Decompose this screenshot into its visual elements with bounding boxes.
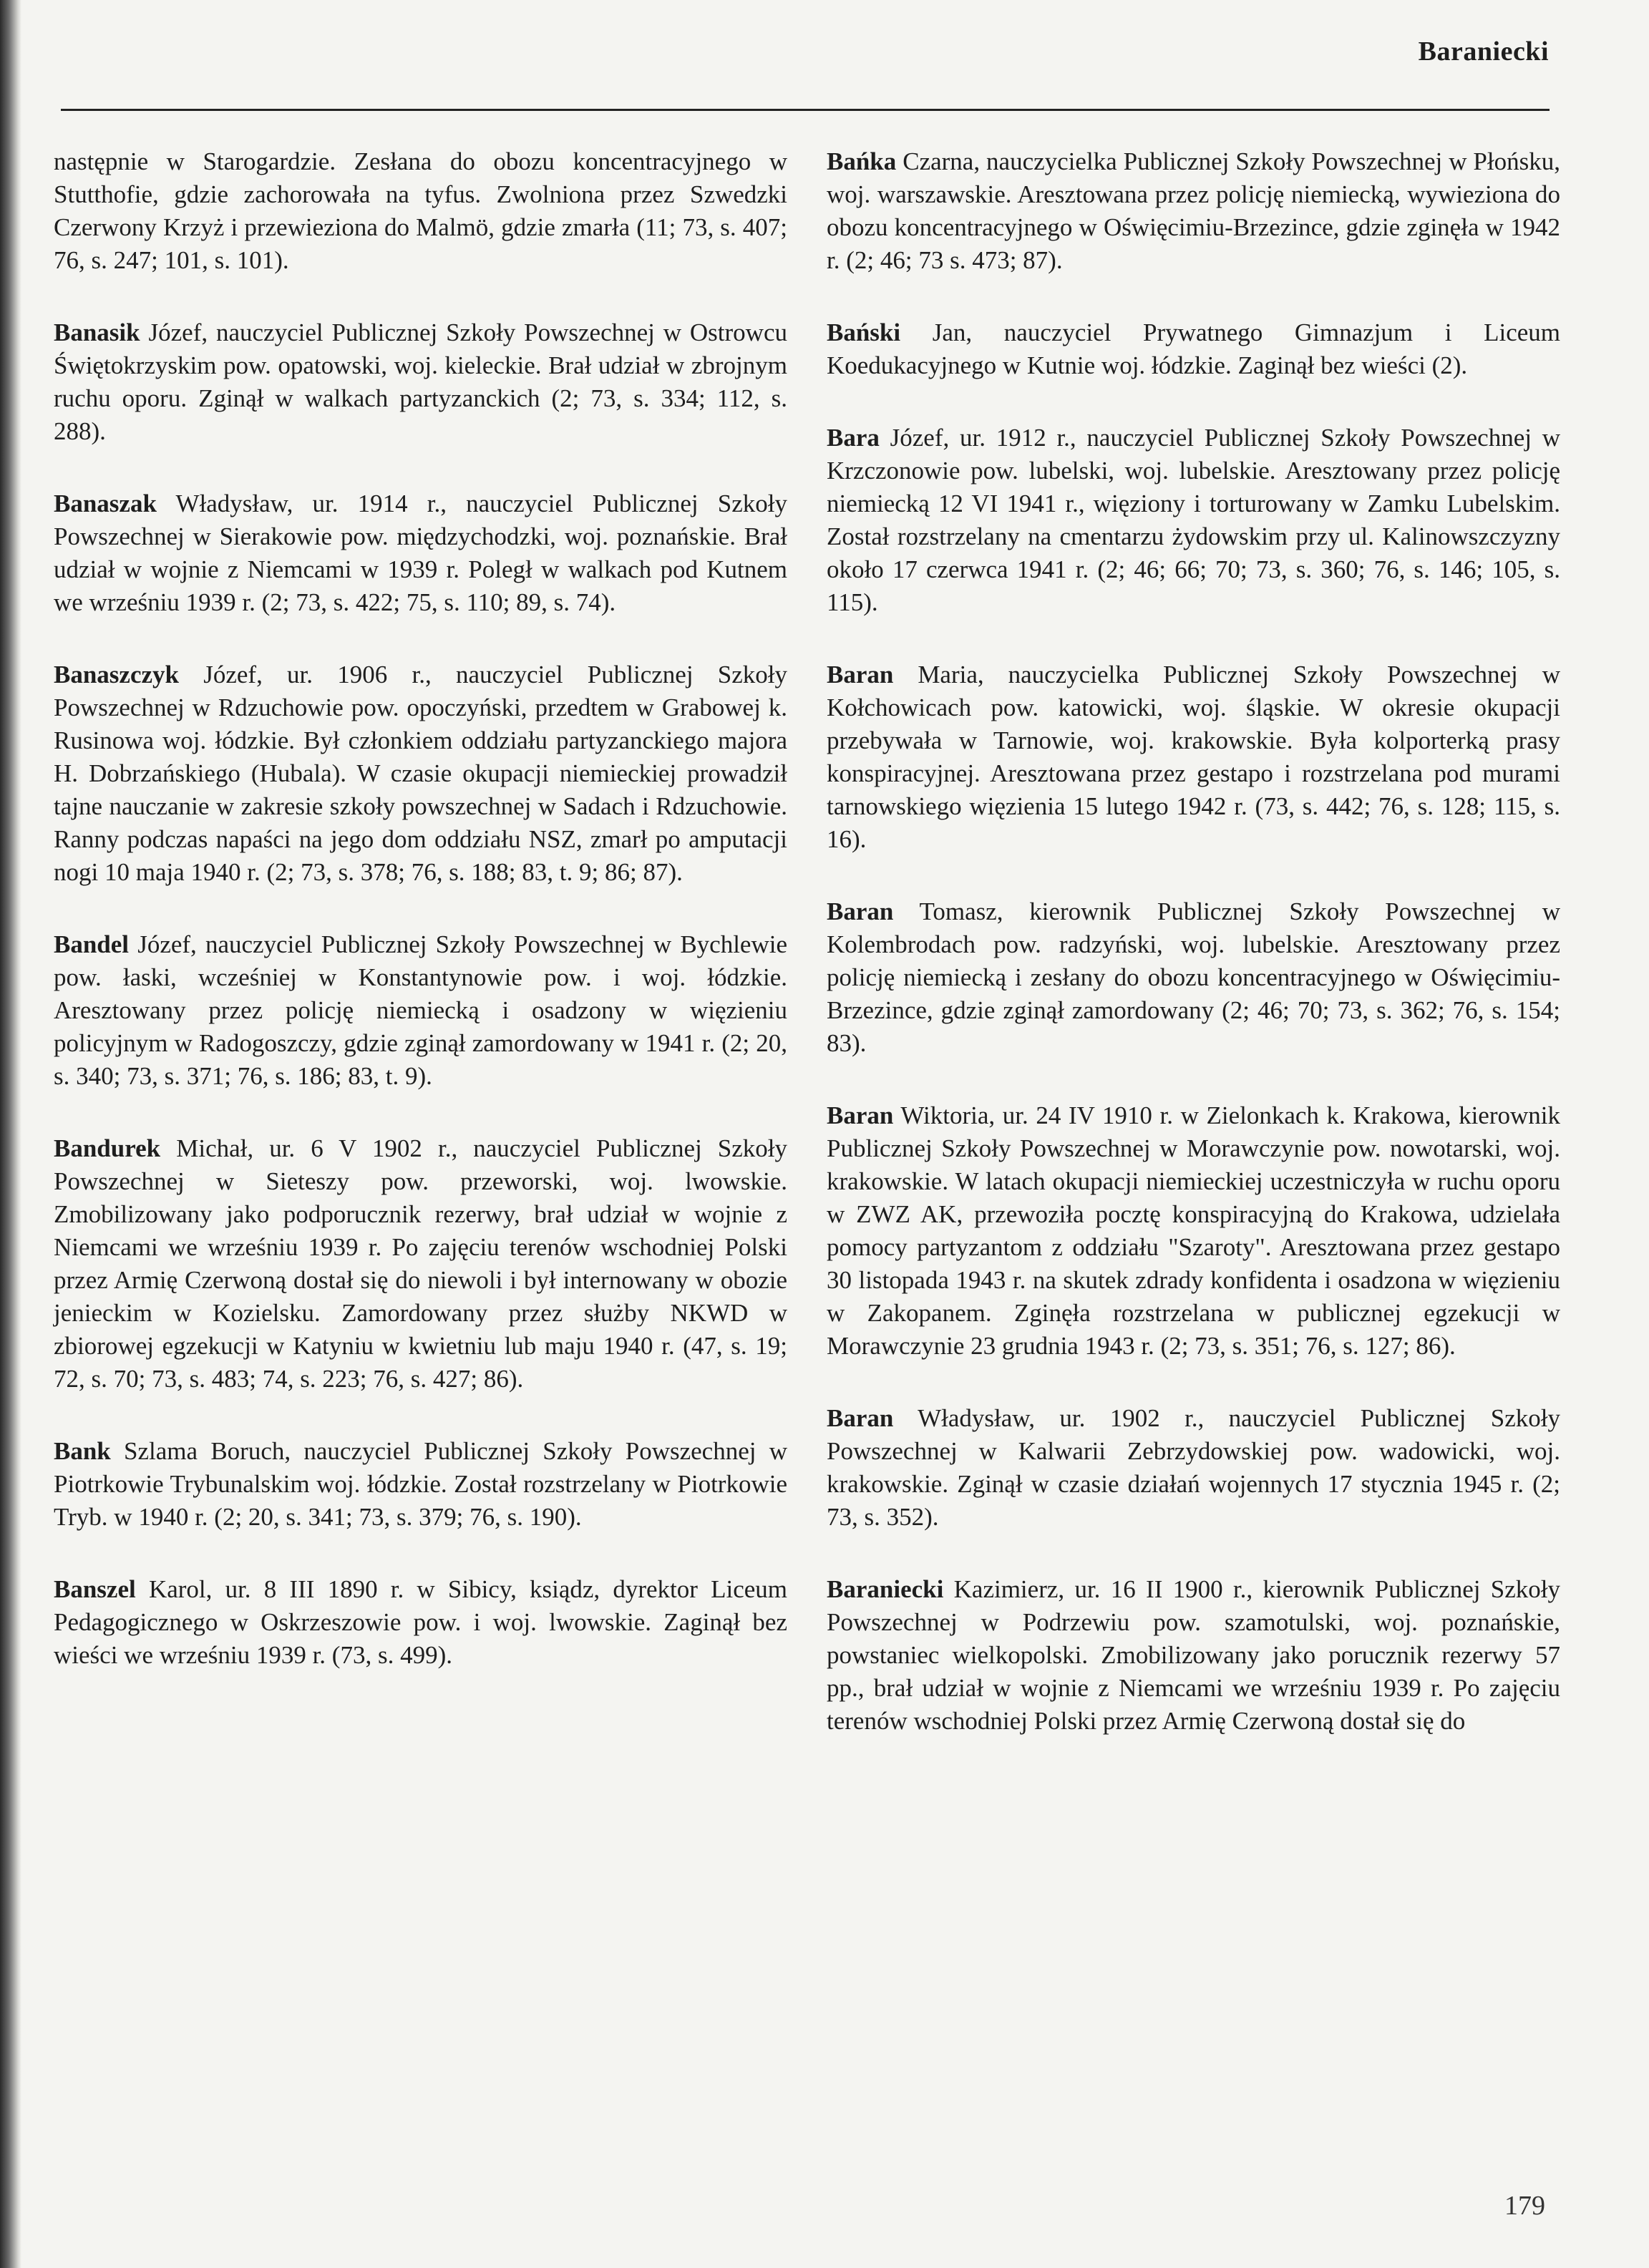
entry-text: Jan, nauczyciel Prywatnego Gimnazjum i Liceum Koedukacyjnego w Kutnie woj. łódzkie. Zaginął bez wieści (2).	[827, 318, 1560, 379]
entry-surname: Baran	[827, 897, 894, 925]
entry-text: Józef, nauczyciel Publicznej Szkoły Powszechnej w Bychlewie pow. łaski, wcześniej w Konstantynowie pow. i woj. łódzkie. Aresztowany przez policję niemiecką i osadzony w więzieniu policyjnym w Radogoszczy, gdzie zginął zamordowany w 1941 r. (2; 20, s. 340; 73, s. 371; 76, s. 186; 83, t. 9).	[54, 930, 787, 1090]
entry	[54, 658, 787, 889]
entry-surname: Bańka	[827, 147, 897, 175]
entry-text: Michał, ur. 6 V 1902 r., nauczyciel Publicznej Szkoły Powszechnej w Sieteszy pow. przeworski, woj. lwowskie. Zmobilizowany jako podporucznik rezerwy, brał udział w wojnie z Niemcami we wrześniu 1939 r. Po zajęciu terenów wschodniej Polski przez Armię Czerwoną dostał się do niewoli i był internowany w obozie jenieckim w Kozielsku. Zamordowany przez służby NKWD w zbiorowej egzekucji w Katyniu w kwietniu lub maju 1940 r. (47, s. 19; 72, s. 70; 73, s. 483; 74, s. 223; 76, s. 427; 86).	[54, 1134, 788, 1393]
entry-surname: Bański	[827, 318, 901, 346]
entry-text: Karol, ur. 8 III 1890 r. w Sibicy, ksiądz, dyrektor Liceum Pedagogicznego w Oskrzeszowie pow. i woj. lwowskie. Zaginął bez wieści we wrześniu 1939 r. (73, s. 499).	[54, 1575, 788, 1669]
page-number: 179	[1504, 2191, 1545, 2221]
spine-shadow	[0, 0, 21, 2268]
entry-surname: Baran	[827, 1404, 894, 1432]
entry-text: Tomasz, kierownik Publicznej Szkoły Powszechnej w Kolembrodach pow. radzyński, woj. lubelskie. Aresztowany przez policję niemiecką i zesłany do obozu koncentracyjnego w Oświęcimiu-Brzezince, gdzie zginął zamordowany (2; 46; 70; 73, s. 362; 76, s. 154; 83).	[827, 897, 1561, 1057]
entry-text: Józef, ur. 1906 r., nauczyciel Publicznej Szkoły Powszechnej w Rdzuchowie pow. opoczyński, przedtem w Grabowej k. Rusinowa woj. łódzkie. Był członkiem oddziału partyzanckiego majora H. Dobrzańskiego (Hubala). W czasie okupacji niemieckiej prowadził tajne nauczanie w zakresie szkoły powszechnej w Sadach i Rdzuchowie. Ranny podczas napaści na jego dom oddziału NSZ, zmarł po amputacji nogi 10 maja 1940 r. (2; 73, s. 378; 76, s. 188; 83, t. 9; 86; 87).	[54, 661, 787, 886]
entry	[827, 1573, 1560, 1738]
entry-surname: Bandel	[54, 930, 130, 958]
entry-surname: Banasik	[54, 318, 140, 346]
entry-text: następnie w Starogardzie. Zesłana do obozu koncentracyjnego w Stutthofie, gdzie zachorowała na tyfus. Zwolniona przez Szwedzki Czerwony Krzyż i przewieziona do Malmö, gdzie zmarła (11; 73, s. 407; 76, s. 247; 101, s. 101).	[54, 147, 787, 274]
entry	[54, 1435, 787, 1534]
entry-text: Józef, ur. 1912 r., nauczyciel Publicznej Szkoły Powszechnej w Krzczonowie pow. lubelski, woj. lubelskie. Aresztowany przez policję niemiecką 12 VI 1941 r., więziony i torturowany w Zamku Lubelskim. Został rozstrzelany na cmentarzu żydowskim przy ul. Kalinowszczyzny około 17 czerwca 1941 r. (2; 46; 66; 70; 73, s. 360; 76, s. 146; 105, s. 115).	[827, 424, 1560, 616]
entry	[827, 895, 1560, 1060]
running-head: Baraniecki	[1418, 36, 1549, 67]
header-rule	[61, 109, 1550, 111]
entry-text: Czarna, nauczycielka Publicznej Szkoły Powszechnej w Płońsku, woj. warszawskie. Aresztowana przez policję niemiecką, wywieziona do obozu koncentracyjnego w Oświęcimiu-Brzezince, gdzie zginęła w 1942 r. (2; 46; 73 s. 473; 87).	[827, 147, 1560, 274]
entry-surname: Banaszak	[54, 490, 157, 517]
entry-surname: Baran	[827, 1101, 894, 1129]
entry	[54, 1573, 787, 1672]
entry	[54, 487, 787, 619]
entry-text: Władysław, ur. 1902 r., nauczyciel Publicznej Szkoły Powszechnej w Kalwarii Zebrzydowskiej pow. wadowicki, woj. krakowskie. Zginął w czasie działań wojennych 17 stycznia 1945 r. (2; 73, s. 352).	[827, 1404, 1560, 1531]
entry	[54, 145, 787, 277]
left-column	[54, 140, 787, 1711]
entry-surname: Baraniecki	[827, 1575, 944, 1603]
entry-text: Kazimierz, ur. 16 II 1900 r., kierownik Publicznej Szkoły Powszechnej w Podrzewiu pow. szamotulski, woj. poznańskie, powstaniec wielkopolski. Zmobilizowany jako porucznik rezerwy 57 pp., brał udział w wojnie z Niemcami we wrześniu 1939 r. Po zajęciu terenów wschodniej Polski przez Armię Czerwoną dostał się do	[827, 1575, 1560, 1735]
entry	[54, 1132, 787, 1396]
right-column	[827, 140, 1560, 1777]
entry-text: Wiktoria, ur. 24 IV 1910 r. w Zielonkach k. Krakowa, kierownik Publicznej Szkoły Powszechnej w Morawczynie pow. nowotarski, woj. krakowskie. W latach okupacji niemieckiej uczestniczyła w ruchu oporu w ZWZ AK, przewoziła pocztę konspiracyjną do Krakowa, udzielała pomocy partyzantom z oddziału "Szaroty". Aresztowana przez gestapo 30 listopada 1943 r. na skutek zdrady konfidenta i osadzona w więzieniu w Zakopanem. Zginęła rozstrzelana w publicznej egzekucji w Morawczynie 23 grudnia 1943 r. (2; 73, s. 351; 76, s. 127; 86).	[827, 1101, 1560, 1360]
entry	[827, 1402, 1560, 1534]
entry	[827, 658, 1560, 856]
entry-surname: Bara	[827, 424, 880, 452]
entry-surname: Banszel	[54, 1575, 136, 1603]
entry	[827, 316, 1560, 382]
entry-surname: Banaszczyk	[54, 661, 179, 688]
entry	[827, 145, 1560, 277]
entry	[827, 1099, 1560, 1363]
entry-surname: Bank	[54, 1437, 111, 1465]
entry	[54, 928, 787, 1093]
entry-text: Józef, nauczyciel Publicznej Szkoły Powszechnej w Ostrowcu Świętokrzyskim pow. opatowski, woj. kieleckie. Brał udział w zbrojnym ruchu oporu. Zginął w walkach partyzanckich (2; 73, s. 334; 112, s. 288).	[54, 318, 787, 445]
entry	[54, 316, 787, 448]
entry	[827, 422, 1560, 619]
entry-text: Władysław, ur. 1914 r., nauczyciel Publicznej Szkoły Powszechnej w Sierakowie pow. międzychodzki, woj. poznańskie. Brał udział w wojnie z Niemcami w 1939 r. Poległ w walkach pod Kutnem we wrześniu 1939 r. (2; 73, s. 422; 75, s. 110; 89, s. 74).	[54, 490, 787, 616]
entry-text: Szlama Boruch, nauczyciel Publicznej Szkoły Powszechnej w Piotrkowie Trybunalskim woj. łódzkie. Został rozstrzelany w Piotrkowie Tryb. w 1940 r. (2; 20, s. 341; 73, s. 379; 76, s. 190).	[54, 1437, 788, 1531]
entry-surname: Bandurek	[54, 1134, 161, 1162]
entry-text: Maria, nauczycielka Publicznej Szkoły Powszechnej w Kołchowicach pow. katowicki, woj. śląskie. W okresie okupacji przebywała w Tarnowie, woj. krakowskie. Była kolporterką prasy konspiracyjnej. Aresztowana przez gestapo i rozstrzelana pod murami tarnowskiego więzienia 15 lutego 1942 r. (73, s. 442; 76, s. 128; 115, s. 16).	[827, 661, 1560, 853]
entry-surname: Baran	[827, 661, 894, 688]
